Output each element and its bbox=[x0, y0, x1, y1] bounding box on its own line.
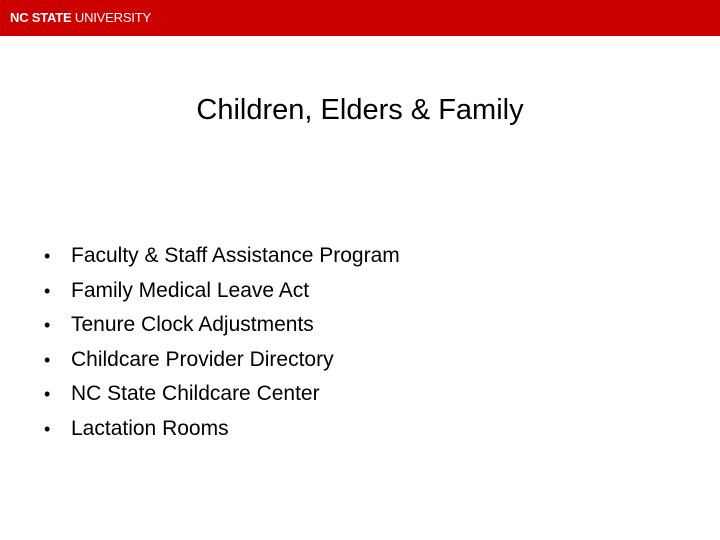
nc-state-logo bbox=[10, 10, 151, 25]
bullet-icon: • bbox=[44, 418, 51, 439]
bullet-icon: • bbox=[44, 315, 51, 336]
list-item-text: Childcare Provider Directory bbox=[71, 347, 334, 371]
bullet-icon: • bbox=[44, 280, 51, 301]
bullet-icon: • bbox=[44, 246, 51, 266]
slide-title-container bbox=[0, 94, 720, 127]
list-item-text: Faculty & Staff Assistance Program bbox=[71, 244, 400, 267]
list-item-text: Lactation Rooms bbox=[71, 416, 229, 440]
header-banner bbox=[0, 0, 720, 36]
bullet-icon: • bbox=[44, 349, 51, 370]
logo-light-text: UNIVERSITY bbox=[71, 10, 151, 25]
list-item-text: Tenure Clock Adjustments bbox=[71, 313, 314, 337]
slide-title: Children, Elders & Family bbox=[196, 94, 524, 126]
list-item-text: NC State Childcare Center bbox=[71, 382, 320, 406]
logo-bold-text: NC STATE bbox=[10, 10, 72, 25]
bullet-icon: • bbox=[44, 384, 51, 405]
list-item-text: Family Medical Leave Act bbox=[71, 278, 310, 302]
